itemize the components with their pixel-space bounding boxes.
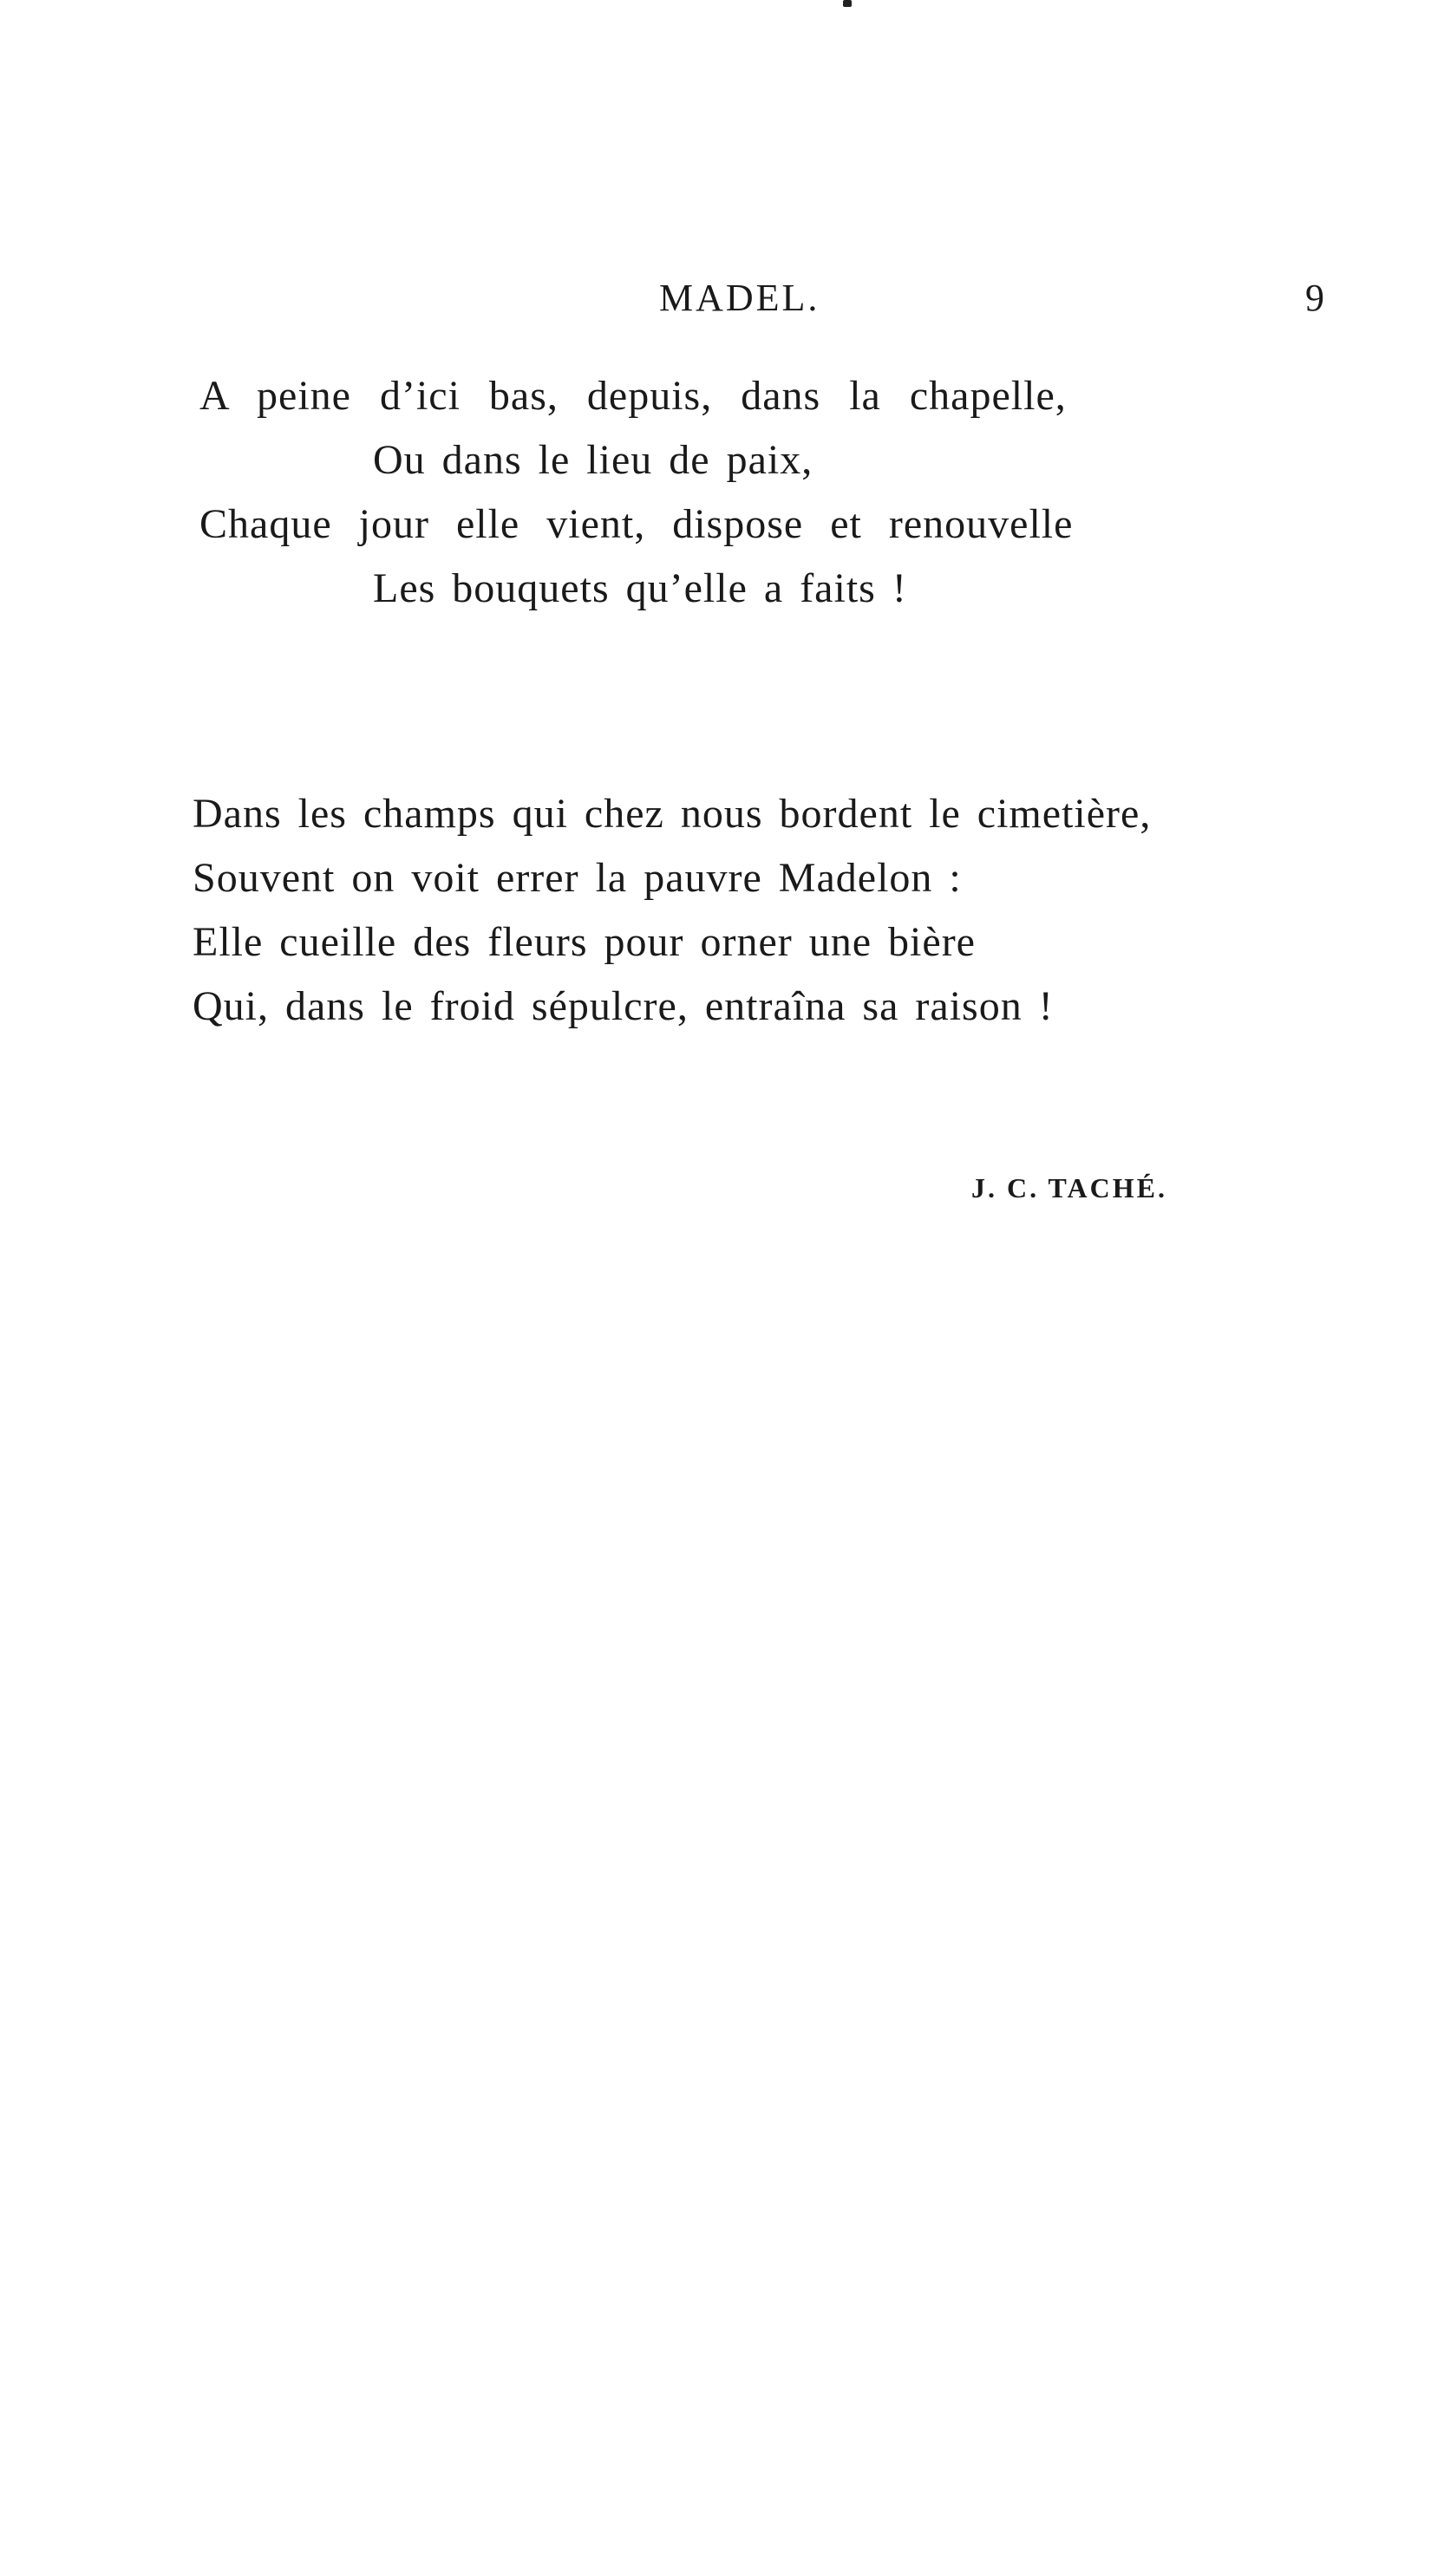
poem-line: Elle cueille des fleurs pour orner une bière [193, 919, 976, 965]
author-signature: J. C. TACHÉ. [971, 1172, 1167, 1203]
poem-line: Ou dans le lieu de paix, [373, 437, 813, 483]
poem-line: Souvent on voit errer la pauvre Madelon : [193, 855, 962, 901]
poem-line: Les bouquets qu’elle a faits ! [373, 565, 907, 611]
page-number: 9 [1305, 277, 1324, 319]
poem-line: Qui, dans le froid sépulcre, entraîna sa raison ! [193, 983, 1054, 1029]
print-mark [843, 0, 852, 7]
poem-line: A peine d’ici bas, depuis, dans la chapelle, [199, 373, 1067, 419]
poem-line: Dans les champs qui chez nous bordent le cimetière, [193, 791, 1152, 837]
running-title: MADEL. [659, 277, 820, 319]
poem-line: Chaque jour elle vient, dispose et renouvelle [199, 501, 1074, 547]
